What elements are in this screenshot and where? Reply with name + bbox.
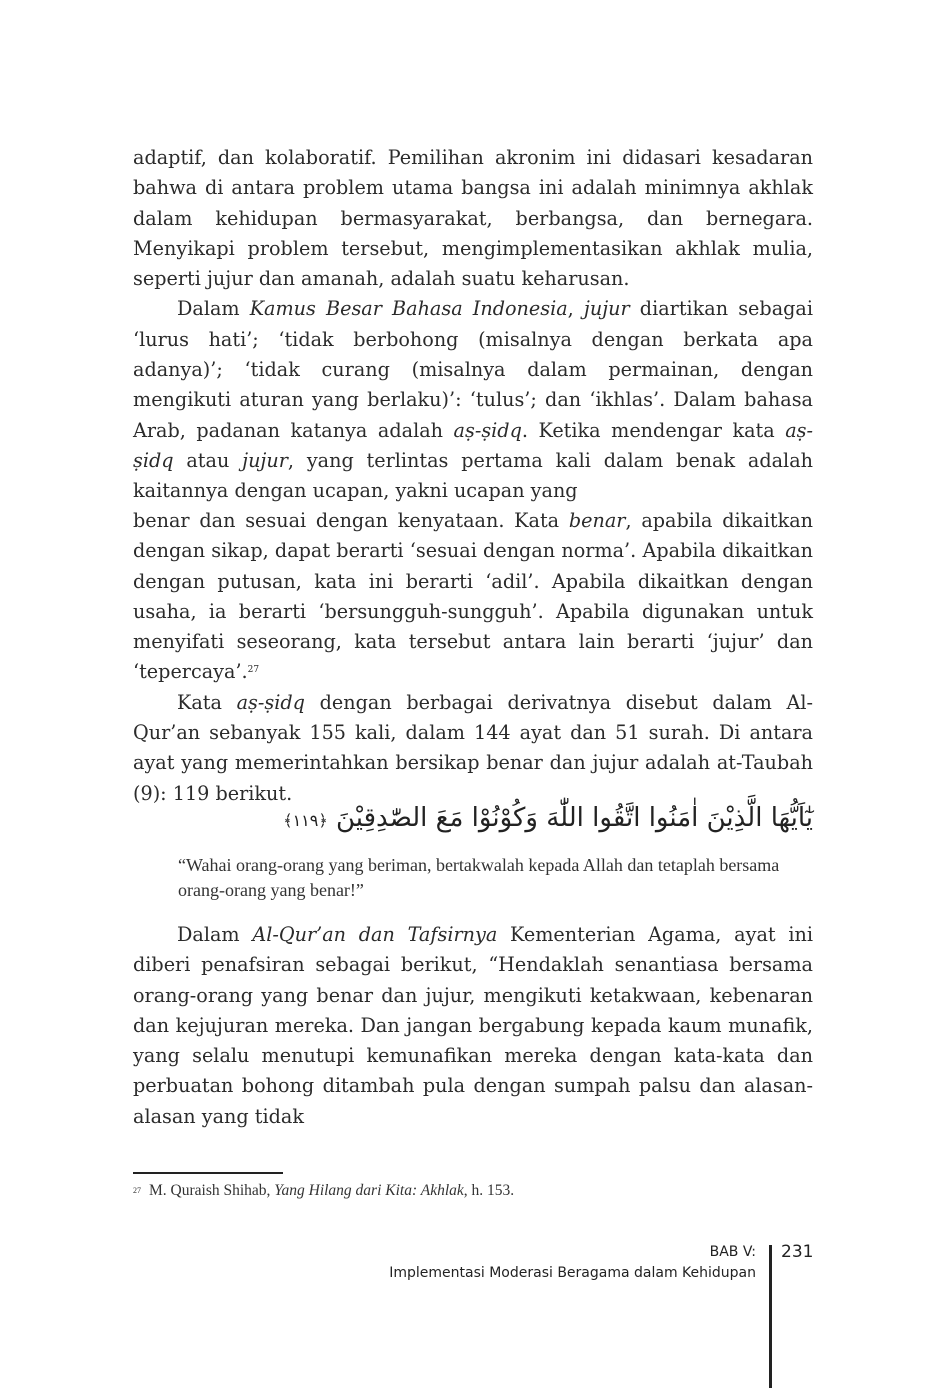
paragraph-tafsir [133,920,813,1132]
italic-tafsir-title: Al-Qur’an dan Tafsirnya [252,923,498,946]
text-run: Kata [177,690,237,714]
footnote-title: Yang Hilang dari Kita: Akhlak [274,1182,464,1199]
footnote-number: 27 [133,1186,141,1195]
text-block-2 [133,506,813,809]
chapter-label: BAB V: [709,1244,756,1260]
text-run: diartikan sebagai ‘lurus hati’; ‘tidak berbohong (misalnya dengan berkata apa adanya)’; ‘tidak curang (misalnya dalam permainan, dengan mengikuti aturan yang berlaku)’: ‘tulus’; dan ‘ikhlas’. Dalam bahasa Arab, padanan katanya adalah [133,297,813,442]
paragraph-jujur-definition [133,294,813,506]
footnote-page: , h. 153. [463,1182,515,1199]
footer-vertical-rule [769,1245,772,1388]
page-number: 231 [781,1242,814,1262]
italic-jujur: jujur [242,448,288,472]
italic-as-sidq: aṣ-ṣidq [236,690,305,714]
text-run: , apabila dikaitkan dengan sikap, dapat berarti ‘sesuai dengan norma’. Apabila dikaitkan dengan putusan, kata ini berarti ‘adil’. Apabila dikaitkan dengan usaha, ia berarti ‘bersungguh-sungguh’. Apabila digunakan untuk menyifati seseorang, kata tersebut antara lain berarti ‘jujur’ dan ‘tepercaya’. [133,509,813,684]
text-run: benar dan sesuai dengan kenyataan. Kata [133,509,569,532]
text-run: . Ketika mendengar kata [521,418,786,442]
footnote [133,1180,833,1202]
text-run: Kementerian Agama, ayat ini diberi penafsiran sebagai berikut, “Hendaklah senantiasa bersama orang-orang yang benar dan jujur, mengikuti ketakwaan, kebenaran dan kejujuran mereka. Dan jangan bergabung kepada kaum munafik, yang selalu menutupi kemunafikan mereka dengan kata-kata dan perbuatan bohong ditambah pula dengan sumpah palsu dan alasan-alasan yang tidak [133,923,813,1128]
text-run: Dalam [177,923,253,946]
footnote-separator [133,1172,283,1174]
ayah-number-mark: ﴿١١٩﴾ [283,811,328,830]
italic-benar: benar [568,509,626,532]
chapter-title: Implementasi Moderasi Beragama dalam Kehidupan [389,1265,756,1281]
footnote-reference: 27 [247,665,260,676]
text-run: dengan berbagai derivatnya disebut dalam Al-Qur’an sebanyak 155 kali, dalam 144 ayat dan 51 surah. Di antara ayat yang memerintahkan bersikap benar dan jujur adalah at-Taubah (9): 119 berikut. [133,690,813,805]
paragraph-quran-count [133,688,813,809]
running-footer [389,1242,756,1284]
paragraph-continued: adaptif, dan kolaboratif. Pemilihan akronim ini didasari kesadaran bahwa di antara problem utama bangsa ini adalah minimnya akhlak dalam kehidupan bermasyarakat, berbangsa, dan bernegara. Menyikapi problem tersebut, mengimplementasikan akhlak mulia, seperti jujur dan amanah, adalah suatu keharusan. [133,146,813,291]
italic-kbbi: Kamus Besar Bahasa Indonesia [249,297,568,321]
text-run: Dalam [177,297,250,321]
italic-as-sidq: aṣ-ṣidq [453,418,522,442]
text-block-3 [133,920,813,1132]
arabic-text: يٰٓاَيُّهَا الَّذِيْنَ اٰمَنُوا اتَّقُوا اللّٰهَ وَكُوْنُوْا مَعَ الصّٰدِقِيْنَ [335,803,813,833]
verse-translation: “Wahai orang-orang yang beriman, bertakwalah kepada Allah dan tetaplah bersama orang-orang yang benar!” [178,855,780,900]
quran-verse-arabic [133,792,813,847]
text-block-1 [133,143,813,507]
text-run: , yang terlintas pertama kali dalam benak adalah kaitannya dengan ucapan, yakni ucapan yang [133,448,813,503]
italic-as-sidq: aṣ-ṣidq [133,418,813,472]
footnote-author: M. Quraish Shihab, [149,1182,275,1199]
italic-jujur: jujur [583,297,630,321]
text-run: , [567,297,584,321]
paragraph-benar [133,506,813,688]
text-run: atau [173,448,243,472]
